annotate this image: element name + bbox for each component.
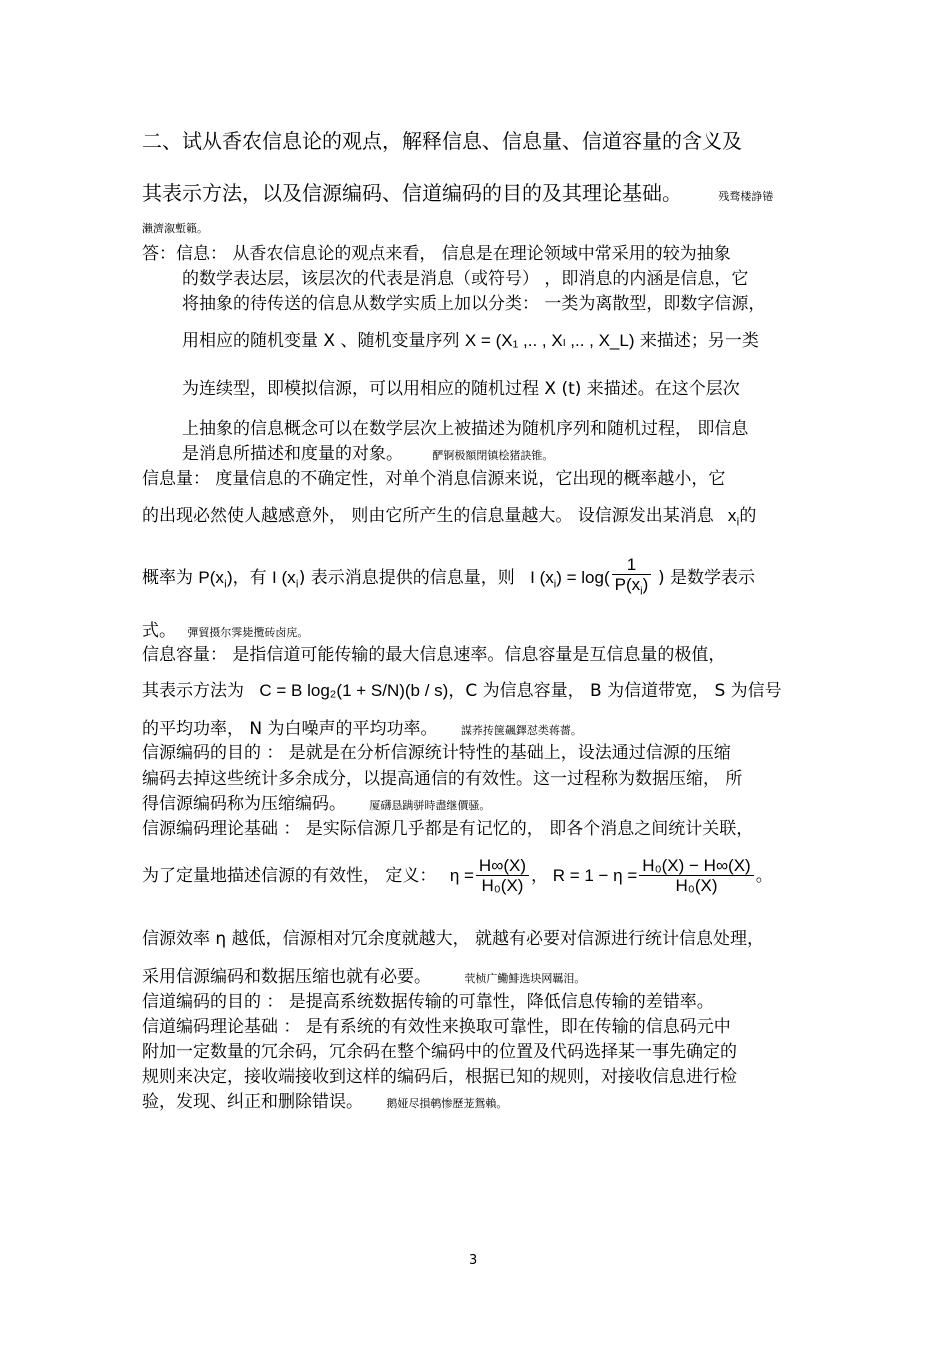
capacity-line: 的平均功率， N 为白噪声的平均功率。 謀荞抟箧飆鐸怼类蒋薔。 bbox=[142, 719, 582, 739]
question-line-2: 其表示方法，以及信源编码、信道编码的目的及其理论基础。 残骛楼諍锩 bbox=[142, 181, 774, 205]
answer-info-line: 是消息所描述和度量的对象。 酽锕极額閉镇桧猪訣锥。 bbox=[182, 444, 554, 464]
info-amount-line: 的出现必然使人越感意外， 则由它所产生的信息量越大。 设信源发出某消息 $x_i$的 bbox=[142, 506, 757, 529]
info-amount-line: 信息量： 度量信息的不确定性，对单个消息信源来说，它出现的概率越小，它 bbox=[142, 469, 726, 489]
sequence-formula: X = (X₁ ,.. , Xₗ ,.. , X_L) bbox=[464, 331, 635, 350]
source-coding-theory-line: 信源编码理论基础 ： 是实际信源几乎都是有记忆的， 即各个消息之间统计关联， bbox=[142, 819, 754, 839]
answer-info-line: 为连续型，即模拟信源，可以用相应的随机过程 X (t) 来描述。在这个层次 bbox=[182, 379, 740, 399]
answer-info-line: 的数学表达层，该层次的代表是消息（或符号） ，即消息的内涵是信息，它 bbox=[182, 269, 749, 289]
channel-coding-theory-line: 信道编码理论基础 ： 是有系统的有效性来换取可靠性，即在传输的信息码元中 bbox=[142, 1017, 731, 1037]
garbled-text: 残骛楼諍锩 bbox=[718, 190, 774, 203]
question-line-1: 二、试从香农信息论的观点，解释信息、信息量、信道容量的含义及 bbox=[142, 129, 742, 153]
source-coding-theory-line: 信源效率 η 越低，信源相对冗余度就越大， 就越有必要对信源进行统计信息处理， bbox=[142, 929, 764, 949]
source-coding-line: 编码去掉这些统计多余成分，以提高通信的有效性。这一过程称为数据压缩， 所 bbox=[142, 769, 743, 789]
channel-coding-line: 信道编码的目的 ： 是提高系统数据传输的可靠性，降低信息传输的差错率。 bbox=[142, 992, 714, 1012]
source-coding-line: 得信源编码称为压缩编码。 厦礴恳蹒骈時盡继價骚。 bbox=[142, 794, 491, 814]
channel-coding-theory-line: 附加一定数量的冗余码，冗余码在整个编码中的位置及代码选择某一事先确定的 bbox=[142, 1042, 737, 1062]
garbled-text: 彈貿摄尔霁毙攬砖卤庑。 bbox=[187, 626, 309, 639]
channel-coding-theory-line: 规则来决定，接收端接收到这样的编码后，根据已知的规则，对接收信息进行检 bbox=[142, 1067, 737, 1087]
garbled-text: 茕桢广鰳鯡选块网羈泪。 bbox=[464, 972, 586, 985]
capacity-formula: C = B log₂(1 + S/N)(b / s) bbox=[259, 681, 449, 700]
garbled-text: 瀨濟溆塹籟。 bbox=[142, 222, 208, 235]
garbled-text: 謀荞抟箧飆鐸怼类蒋薔。 bbox=[460, 724, 582, 737]
source-coding-line: 信源编码的目的 ： 是就是在分析信源统计特性的基础上，设法通过信源的压缩 bbox=[142, 743, 731, 763]
answer-info-line: 将抽象的待传送的信息从数学实质上加以分类： 一类为离散型，即数字信源， bbox=[182, 294, 766, 314]
fraction: $\frac{\text{H₀(X) − H∞(X)}}{\text{H₀(X)}}$ bbox=[639, 857, 753, 896]
source-coding-formula-line: 为了定量地描述信源的有效性， 定义： η = $\frac{H\infty(X)}{\text{H₀(X)}}$ ， R = 1 − η = $\frac{\text{H₀(X) − H∞(X)}}{\text{H₀(X)}}$ 。 bbox=[142, 856, 773, 896]
garbled-text: 鹅娅尽損鹌惨歷茏鴛賴。 bbox=[386, 1097, 508, 1110]
source-coding-theory-line: 采用信源编码和数据压缩也就有必要。 茕桢广鰳鯡选块网羈泪。 bbox=[142, 967, 586, 987]
fraction: $\frac{1}{P(x_i)}$ bbox=[612, 556, 652, 601]
info-amount-formula-line: 概率为 $P(x_i)$，有 I $(x_i)$ 表示消息提供的信息量，则 I $(x_i) = \log$( $\frac{1}{P(x_i)}$ ) 是数学表示 bbox=[142, 556, 755, 605]
capacity-line: 其表示方法为 C = B log₂(1 + S/N)(b / s)，C 为信息容量， B 为信道带宽， S 为信号 bbox=[142, 681, 782, 701]
channel-coding-theory-line: 验，发现、纠正和删除错误。 鹅娅尽損鹌惨歷茏鴛賴。 bbox=[142, 1092, 508, 1112]
answer-info-line: 用相应的随机变量 X 、随机变量序列 X = (X₁ ,.. , Xₗ ,.. , X_L) 来描述；另一类 bbox=[182, 331, 759, 351]
fraction: $\frac{H\infty(X)}{\text{H₀(X)}}$ bbox=[476, 857, 529, 896]
garbled-text: 厦礴恳蹒骈時盡继價骚。 bbox=[369, 799, 491, 812]
info-formula: I $(x_i) = \log$( $\frac{1}{P(x_i)}$ bbox=[530, 568, 658, 587]
capacity-line: 信息容量： 是指信道可能传输的最大信息速率。信息容量是互信息量的极值， bbox=[142, 645, 726, 665]
answer-info-line: 上抽象的信息概念可以在数学层次上被描述为随机序列和随机过程， 即信息 bbox=[182, 419, 749, 439]
efficiency-formula: η = $\frac{H\infty(X)}{\text{H₀(X)}}$ bbox=[450, 866, 531, 885]
garbled-text: 酽锕极額閉镇桧猪訣锥。 bbox=[432, 449, 554, 462]
answer-info-line: 答：信息： 从香农信息论的观点来看， 信息是在理论领域中常采用的较为抽象 bbox=[142, 244, 731, 264]
info-amount-line: 式。 彈貿摄尔霁毙攬砖卤庑。 bbox=[142, 621, 309, 641]
redundancy-formula: ， R = 1 − η = $\frac{\text{H₀(X) − H∞(X)}}{\text{H₀(X)}}$ bbox=[531, 866, 756, 885]
page-number: 3 bbox=[469, 1253, 478, 1268]
